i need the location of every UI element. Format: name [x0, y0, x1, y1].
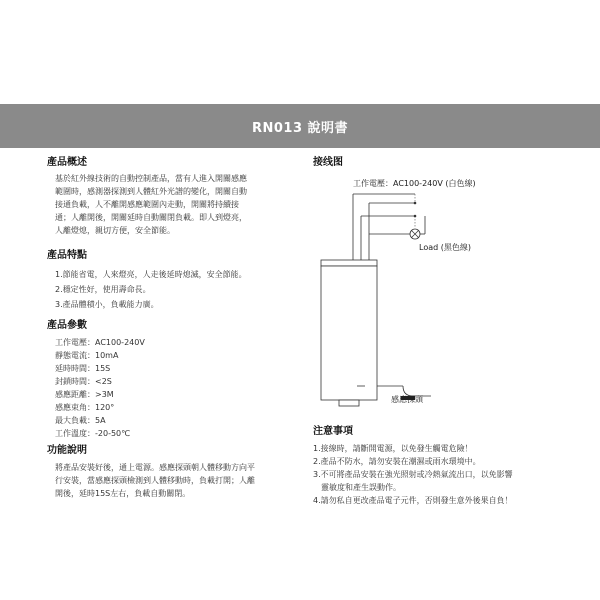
title-banner [0, 104, 600, 148]
overview-line: 人離燈熄，親切方便，安全節能。 [55, 226, 175, 235]
param-item: 最大負載：5A [55, 416, 106, 425]
features-section [47, 249, 247, 312]
params-section [47, 319, 145, 440]
function-heading: 功能說明 [47, 445, 87, 456]
overview-line: 基於紅外線技術的自動控制產品，當有人進入開關感應 [55, 174, 247, 183]
feature-item: 2.穩定性好，使用壽命長。 [55, 285, 151, 294]
param-item: 工作溫度：-20-50℃ [55, 429, 131, 438]
page-title: RN013 說明書 [251, 120, 349, 136]
note-item: 靈敏度和產生誤動作。 [321, 483, 401, 492]
note-item: 4.請勿私自更改產品電子元件，否則發生意外後果自負！ [313, 496, 513, 505]
probe-label: 感應探頭 [391, 395, 423, 404]
notes-heading: 注意事項 [313, 426, 353, 437]
overview-heading: 產品概述 [47, 157, 87, 168]
function-line: 開後，延時15S左右，負載自動關閉。 [55, 489, 191, 498]
param-item: 延時時間：15S [55, 364, 111, 373]
params-heading: 產品參數 [47, 320, 87, 331]
note-item: 2.產品不防水，請勿安裝在潮濕或雨水環境中。 [313, 457, 481, 466]
function-line: 行安裝，當感應探頭檢測到人體移動時，負載打開；人離 [55, 476, 255, 485]
features-heading: 產品特點 [47, 250, 87, 261]
notes-section [313, 425, 513, 507]
overview-line: 通；人離開後，開關延時自動關閉負載。即人到燈亮， [55, 213, 247, 222]
param-item: 感應距離：>3M [55, 390, 114, 399]
overview-line: 範圍時，感測器探測到人體紅外光譜的變化，開關自動 [55, 187, 247, 196]
param-item: 封鎖時間：<2S [55, 377, 112, 386]
overview-line: 接通負載，人不離開感應範圍內走動，開關將持續接 [55, 200, 239, 209]
feature-item: 1.節能省電，人來燈亮，人走後延時熄滅，安全節能。 [55, 270, 247, 279]
feature-item: 3.產品體積小，負載能力廣。 [55, 300, 159, 309]
param-item: 靜態電流：10mA [55, 351, 119, 360]
module-top-cap [321, 260, 377, 266]
note-item: 1.接線時，請斷開電源，以免發生觸電危險！ [313, 444, 473, 453]
overview-section [47, 156, 247, 237]
note-item: 3.不可將產品安裝在強光照射或冷熱氣流出口，以免影響 [313, 470, 513, 479]
wiring-heading: 接线图 [313, 157, 343, 168]
param-item: 工作電壓：AC100-240V [55, 338, 145, 347]
function-section [47, 444, 255, 500]
wiring-section [313, 156, 343, 170]
param-item: 感應束角：120° [55, 403, 115, 412]
power-label: 工作電壓：AC100-240V (白色線) [353, 179, 476, 188]
function-line: 將產品安裝好後，通上電源。感應探頭朝人體移動方向平 [55, 463, 255, 472]
load-label: Load (黑色線) [419, 243, 471, 252]
module-bottom-tab [339, 400, 359, 406]
wiring-diagram [313, 172, 575, 432]
module-body [321, 266, 377, 400]
